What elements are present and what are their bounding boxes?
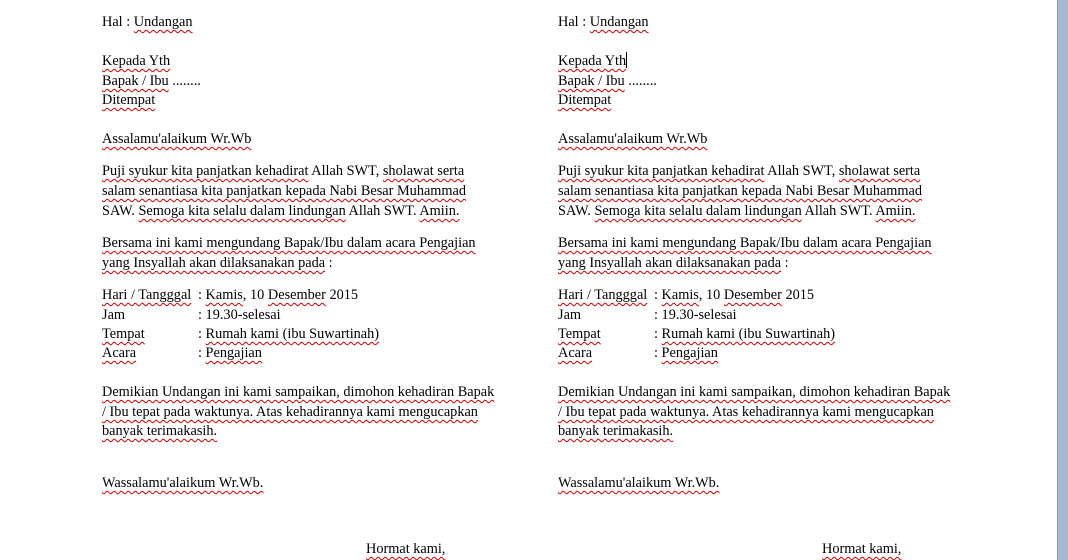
detail-jam: Jam : 19.30-selesai	[558, 307, 737, 323]
paragraph-1-line-3: SAW. Semoga kita selalu dalam lindungan Allah SWT. Amiin.	[102, 203, 460, 219]
paragraph-1-line-1: Puji syukur kita panjatkan kehadirat Allah SWT, sholawat serta	[558, 163, 921, 179]
closing-greeting: Wassalamu'alaikum Wr.Wb.	[558, 475, 720, 491]
paragraph-3-line-3: banyak terimakasih.	[558, 423, 674, 439]
recipient-place-line: Ditempat	[558, 92, 612, 108]
recipient-place-line: Ditempat	[102, 92, 156, 108]
recipient-name-line: Bapak / Ibu ........	[558, 73, 657, 89]
closing-greeting: Wassalamu'alaikum Wr.Wb.	[102, 475, 264, 491]
signature-closing: Hormat kami,	[366, 541, 446, 557]
paragraph-2-line-1: Bersama ini kami mengundang Bapak/Ibu dalam acara Pengajian	[558, 235, 932, 251]
detail-hari: Hari / Tangggal : Kamis, 10 Desember 2015	[558, 287, 815, 303]
paragraph-2-line-2: yang Insyallah akan dilaksanakan pada :	[102, 255, 333, 271]
paragraph-3-line-2: / Ibu tepat pada waktunya. Atas kehadirannya kami mengucapkan	[558, 404, 934, 420]
recipient-line: Kepada Yth	[102, 53, 171, 69]
greeting-line: Assalamu'alaikum Wr.Wb	[102, 131, 252, 147]
paragraph-3-line-1: Demikian Undangan ini kami sampaikan, dimohon kehadiran Bapak	[558, 384, 951, 400]
paragraph-1-line-2: salam senantiasa kita panjatkan kepada Nabi Besar Muhammad	[102, 183, 467, 199]
paragraph-3-line-3: banyak terimakasih.	[102, 423, 218, 439]
recipient-line: Kepada Yth	[558, 53, 627, 69]
detail-jam: Jam : 19.30-selesai	[102, 307, 281, 323]
paragraph-3-line-2: / Ibu tepat pada waktunya. Atas kehadirannya kami mengucapkan	[102, 404, 478, 420]
window-right-edge	[1057, 0, 1068, 560]
text-cursor	[626, 52, 627, 68]
greeting-line: Assalamu'alaikum Wr.Wb	[558, 131, 708, 147]
subject-line: Hal : Undangan	[102, 14, 193, 30]
paragraph-1-line-2: salam senantiasa kita panjatkan kepada Nabi Besar Muhammad	[558, 183, 923, 199]
paragraph-2-line-1: Bersama ini kami mengundang Bapak/Ibu dalam acara Pengajian	[102, 235, 476, 251]
paragraph-3-line-1: Demikian Undangan ini kami sampaikan, dimohon kehadiran Bapak	[102, 384, 495, 400]
signature-closing: Hormat kami,	[822, 541, 902, 557]
detail-acara: Acara : Pengajian	[558, 345, 718, 361]
detail-hari: Hari / Tangggal : Kamis, 10 Desember 2015	[102, 287, 359, 303]
detail-tempat: Tempat : Rumah kami (ibu Suwartinah)	[102, 326, 380, 342]
subject-line: Hal : Undangan	[558, 14, 649, 30]
paragraph-1-line-1: Puji syukur kita panjatkan kehadirat Allah SWT, sholawat serta	[102, 163, 465, 179]
recipient-name-line: Bapak / Ibu ........	[102, 73, 201, 89]
paragraph-1-line-3: SAW. Semoga kita selalu dalam lindungan Allah SWT. Amiin.	[558, 203, 916, 219]
detail-acara: Acara : Pengajian	[102, 345, 262, 361]
detail-tempat: Tempat : Rumah kami (ibu Suwartinah)	[558, 326, 836, 342]
paragraph-2-line-2: yang Insyallah akan dilaksanakan pada :	[558, 255, 789, 271]
